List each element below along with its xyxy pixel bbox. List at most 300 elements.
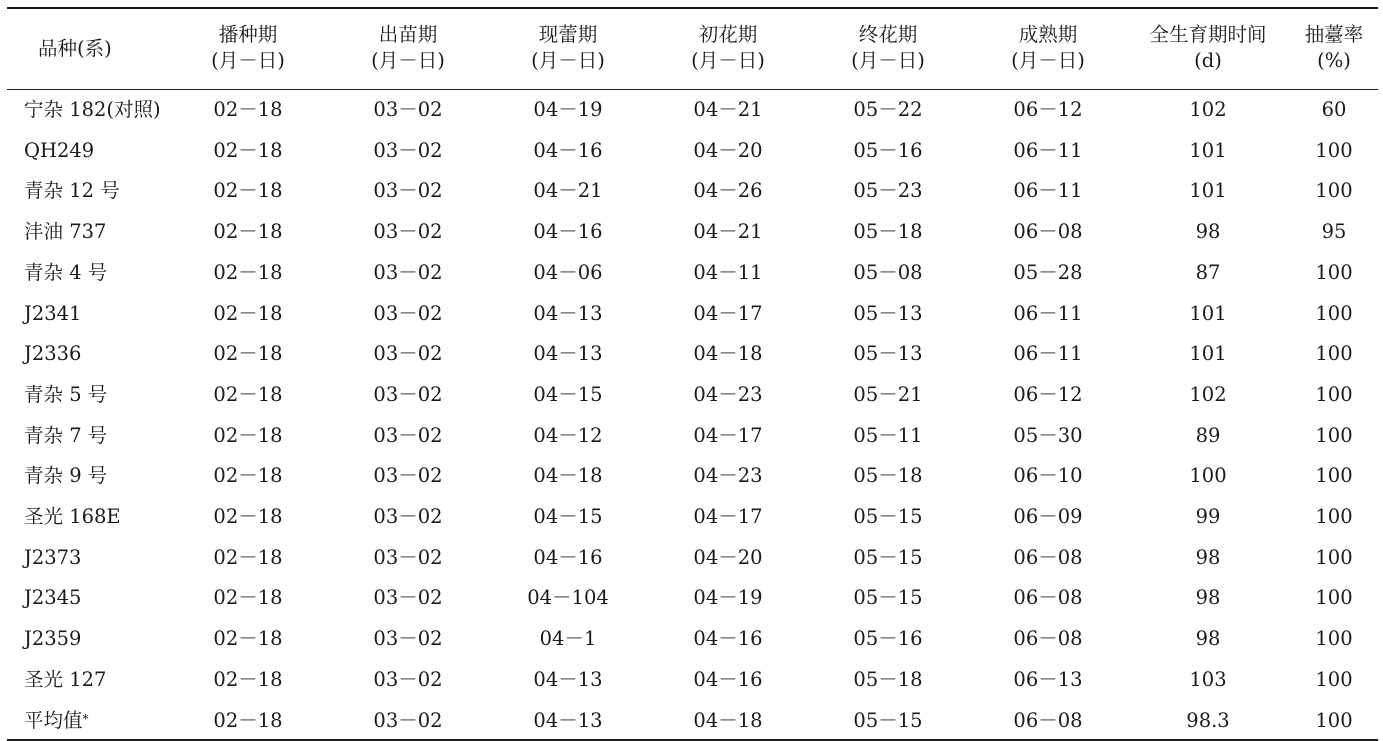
cell-text: 06－08 (1013, 627, 1083, 651)
cell-growth-period (1189, 139, 1226, 163)
cell-text: 06－10 (1013, 464, 1083, 488)
cell-text: 04－17 (693, 301, 763, 325)
cell-text: 02－18 (213, 138, 283, 162)
cell-growth-period (1196, 586, 1221, 610)
cell-text: 03－02 (373, 423, 443, 447)
table-header-rule (7, 89, 1378, 90)
cell-text: J2345 (24, 586, 82, 610)
cell-growth-period (1189, 342, 1226, 366)
cell-text: 03－02 (373, 301, 443, 325)
cell-maturity-date (1013, 709, 1082, 733)
cell-initial-flowering-date (693, 586, 762, 610)
cell-variety (24, 668, 106, 692)
cell-text: 02－18 (213, 301, 283, 325)
cell-sowing-date (213, 709, 282, 733)
cell-text: 04－13 (533, 301, 603, 325)
cell-emergence-date (373, 302, 442, 326)
cell-text: 02－18 (213, 667, 283, 691)
cell-text: 100 (1315, 260, 1353, 284)
cell-sowing-date (213, 261, 282, 285)
header-maturity-date (1011, 22, 1085, 74)
cell-emergence-date (373, 709, 442, 733)
cell-variety (24, 302, 81, 326)
cell-text: 04－11 (693, 260, 763, 284)
cell-text: 03－02 (373, 138, 443, 162)
cell-sowing-date (213, 627, 282, 651)
cell-text: 103 (1189, 667, 1227, 691)
cell-text: 102 (1189, 382, 1227, 406)
cell-final-flowering-date (853, 179, 922, 203)
cell-variety (24, 627, 81, 651)
cell-text: 06－08 (1013, 708, 1083, 732)
cell-text: 04－18 (533, 464, 603, 488)
cell-text: 05－08 (853, 260, 923, 284)
cell-text: 87 (1195, 260, 1221, 284)
cell-text: J2341 (24, 301, 82, 325)
cell-bolting-rate (1315, 342, 1352, 366)
cell-text: 101 (1189, 179, 1227, 203)
cell-initial-flowering-date (693, 261, 762, 285)
cell-text: 100 (1189, 464, 1227, 488)
cell-budding-date (533, 546, 602, 570)
cell-text: 青杂 9 号 (24, 464, 108, 488)
cell-growth-period (1196, 546, 1221, 570)
cell-text: J2359 (24, 627, 82, 651)
cell-final-flowering-date (853, 546, 922, 570)
cell-initial-flowering-date (693, 302, 762, 326)
cell-text: 04－13 (533, 667, 603, 691)
header-label: 全生育期时间 (1149, 23, 1267, 46)
cell-text: 圣光 168E (24, 505, 121, 528)
cell-initial-flowering-date (693, 424, 762, 448)
header-initial-flowering-date (691, 22, 765, 74)
cell-variety (24, 709, 89, 733)
cell-sowing-date (213, 179, 282, 203)
cell-text: 04－20 (693, 138, 763, 162)
cell-variety (24, 546, 81, 570)
cell-text: 100 (1315, 545, 1353, 569)
cell-maturity-date (1013, 302, 1082, 326)
cell-sowing-date (213, 383, 282, 407)
cell-emergence-date (373, 179, 442, 203)
cell-emergence-date (373, 627, 442, 651)
cell-budding-date (533, 709, 602, 733)
cell-maturity-date (1013, 342, 1082, 366)
cell-initial-flowering-date (693, 464, 762, 488)
cell-initial-flowering-date (693, 668, 762, 692)
cell-text: 02－18 (213, 179, 283, 203)
cell-variety (24, 383, 107, 407)
cell-text: 100 (1315, 586, 1353, 610)
cell-maturity-date (1013, 261, 1082, 285)
cell-text: 06－11 (1013, 179, 1083, 203)
cell-final-flowering-date (853, 505, 922, 529)
header-unit: (月－日) (211, 49, 285, 72)
header-unit: (d) (1194, 49, 1222, 72)
cell-text: 05－15 (853, 586, 923, 610)
cell-bolting-rate (1315, 139, 1352, 163)
cell-sowing-date (213, 546, 282, 570)
cell-emergence-date (373, 546, 442, 570)
cell-budding-date (533, 220, 602, 244)
cell-variety (24, 220, 106, 244)
cell-text: 03－02 (373, 586, 443, 610)
cell-text: 05－23 (853, 179, 923, 203)
cell-growth-period (1189, 179, 1226, 203)
cell-variety (24, 464, 107, 488)
cell-bolting-rate (1315, 464, 1352, 488)
cell-text: 02－18 (213, 342, 283, 366)
cell-text: 98 (1195, 220, 1221, 244)
header-label: 成熟期 (1018, 23, 1078, 46)
cell-bolting-rate (1315, 261, 1352, 285)
cell-text: 04－12 (533, 423, 603, 447)
cell-variety (24, 139, 94, 163)
cell-text: 03－02 (373, 260, 443, 284)
cell-initial-flowering-date (693, 342, 762, 366)
cell-text: 02－18 (213, 505, 283, 528)
cell-text: 04－18 (693, 342, 763, 366)
header-variety (38, 36, 112, 62)
cell-maturity-date (1013, 139, 1082, 163)
cell-text: 06－13 (1013, 667, 1083, 691)
cell-text: 02－18 (213, 98, 283, 121)
cell-text: 02－18 (213, 586, 283, 610)
cell-text: 青杂 4 号 (24, 260, 108, 284)
cell-text: 04－16 (533, 545, 603, 569)
cell-text: 04－16 (533, 138, 603, 162)
cell-bolting-rate (1315, 627, 1352, 651)
cell-maturity-date (1013, 505, 1082, 529)
cell-maturity-date (1013, 98, 1082, 122)
cell-sowing-date (213, 464, 282, 488)
cell-text: 05－18 (853, 220, 923, 244)
cell-text: 03－02 (373, 708, 443, 732)
cell-text: 04－19 (693, 586, 763, 610)
cell-text: 04－21 (693, 220, 763, 244)
cell-growth-period (1186, 709, 1229, 733)
cell-initial-flowering-date (693, 627, 762, 651)
cell-bolting-rate (1322, 220, 1347, 244)
cell-budding-date (540, 627, 597, 651)
cell-variety (24, 586, 81, 610)
header-budding-date (531, 22, 605, 74)
cell-bolting-rate (1315, 383, 1352, 407)
cell-budding-date (533, 464, 602, 488)
cell-sowing-date (213, 302, 282, 326)
cell-text: 100 (1315, 138, 1353, 162)
cell-text: 03－02 (373, 505, 443, 528)
cell-final-flowering-date (853, 709, 922, 733)
cell-maturity-date (1013, 546, 1082, 570)
cell-text: 06－11 (1013, 342, 1083, 366)
header-label: 初花期 (698, 23, 758, 46)
cell-emergence-date (373, 505, 442, 529)
cell-text: 98 (1195, 545, 1221, 569)
cell-emergence-date (373, 668, 442, 692)
cell-bolting-rate (1315, 505, 1352, 529)
cell-text: 100 (1315, 301, 1353, 325)
cell-text: 02－18 (213, 545, 283, 569)
cell-text: 02－18 (213, 260, 283, 284)
cell-text: 03－02 (373, 98, 443, 121)
cell-emergence-date (373, 139, 442, 163)
cell-text: 89 (1195, 423, 1221, 447)
cell-bolting-rate (1315, 424, 1352, 448)
cell-growth-period (1189, 98, 1226, 122)
cell-variety (24, 342, 81, 366)
cell-text: 06－11 (1013, 301, 1083, 325)
cell-text: 沣油 737 (24, 220, 107, 244)
cell-text: 03－02 (373, 220, 443, 244)
cell-sowing-date (213, 342, 282, 366)
cell-final-flowering-date (853, 261, 922, 285)
cell-text: 04－19 (533, 98, 603, 121)
cell-text: 06－08 (1013, 220, 1083, 244)
cell-text: 06－12 (1013, 382, 1083, 406)
cell-text: 02－18 (213, 382, 283, 406)
cell-emergence-date (373, 98, 442, 122)
cell-text: 03－02 (373, 545, 443, 569)
cell-variety (24, 98, 161, 122)
header-sowing-date (211, 22, 285, 74)
header-growth-period (1149, 22, 1266, 74)
cell-text: 04－15 (533, 505, 603, 528)
cell-text: 05－11 (853, 423, 923, 447)
cell-text: 04－16 (533, 220, 603, 244)
cell-text: 03－02 (373, 382, 443, 406)
cell-text: 05－16 (853, 138, 923, 162)
header-label: 抽薹率 (1304, 23, 1364, 46)
cell-text: 100 (1315, 505, 1353, 528)
cell-sowing-date (213, 668, 282, 692)
header-label: 播种期 (218, 23, 278, 46)
cell-sowing-date (213, 220, 282, 244)
cell-text: 05－15 (853, 708, 923, 732)
cell-budding-date (533, 302, 602, 326)
cell-text: 102 (1189, 98, 1227, 121)
cell-final-flowering-date (853, 98, 922, 122)
header-label: 终花期 (858, 23, 918, 46)
cell-text: 98.3 (1186, 708, 1230, 732)
cell-text: 04－26 (693, 179, 763, 203)
cell-maturity-date (1013, 220, 1082, 244)
cell-text: 05－15 (853, 545, 923, 569)
cell-text: 02－18 (213, 423, 283, 447)
cell-text: 95 (1321, 220, 1347, 244)
cell-budding-date (533, 505, 602, 529)
cell-initial-flowering-date (693, 220, 762, 244)
cell-initial-flowering-date (693, 98, 762, 122)
cell-text: 60 (1321, 98, 1347, 121)
cell-text: 04－15 (533, 382, 603, 406)
cell-growth-period (1189, 383, 1226, 407)
cell-text: 98 (1195, 627, 1221, 651)
cell-maturity-date (1013, 627, 1082, 651)
cell-emergence-date (373, 220, 442, 244)
cell-text: 04－23 (693, 464, 763, 488)
cell-text: 99 (1195, 505, 1221, 528)
header-emergence-date (371, 22, 445, 74)
header-label: 出苗期 (378, 23, 438, 46)
cell-text: 青杂 5 号 (24, 382, 108, 406)
cell-text: J2336 (24, 342, 82, 366)
cell-final-flowering-date (853, 139, 922, 163)
cell-text: 05－15 (853, 505, 923, 528)
cell-growth-period (1196, 424, 1221, 448)
cell-budding-date (533, 668, 602, 692)
cell-text: 98 (1195, 586, 1221, 610)
cell-final-flowering-date (853, 464, 922, 488)
cell-text: 05－16 (853, 627, 923, 651)
cell-maturity-date (1013, 383, 1082, 407)
cell-initial-flowering-date (693, 179, 762, 203)
header-unit: (月－日) (531, 49, 605, 72)
cell-growth-period (1189, 464, 1226, 488)
cell-text: 04－1 (539, 627, 597, 651)
cell-initial-flowering-date (693, 383, 762, 407)
cell-text: 100 (1315, 627, 1353, 651)
cell-text: 100 (1315, 342, 1353, 366)
cell-text: 04－104 (527, 586, 609, 610)
cell-bolting-rate (1315, 668, 1352, 692)
cell-sowing-date (213, 586, 282, 610)
cell-growth-period (1196, 627, 1221, 651)
cell-initial-flowering-date (693, 139, 762, 163)
cell-text: 圣光 127 (24, 667, 107, 691)
cell-initial-flowering-date (693, 505, 762, 529)
cell-text: 04－18 (693, 708, 763, 732)
cell-text: 101 (1189, 301, 1227, 325)
cell-text: 100 (1315, 708, 1353, 732)
cell-text: 04－20 (693, 545, 763, 569)
cell-text: J2373 (24, 545, 82, 569)
cell-budding-date (533, 424, 602, 448)
cell-text: 05－18 (853, 667, 923, 691)
cell-text: 03－02 (373, 179, 443, 203)
cell-text: 05－30 (1013, 423, 1083, 447)
header-unit: (月－日) (851, 49, 925, 72)
cell-text: 02－18 (213, 708, 283, 732)
cell-text: 06－11 (1013, 138, 1083, 162)
cell-variety (24, 179, 120, 203)
cell-text: 04－23 (693, 382, 763, 406)
cell-text: 青杂 12 号 (24, 179, 120, 203)
cell-growth-period (1189, 668, 1226, 692)
cell-text: 04－17 (693, 505, 763, 528)
cell-final-flowering-date (853, 627, 922, 651)
cell-growth-period (1196, 261, 1221, 285)
cell-initial-flowering-date (693, 546, 762, 570)
cell-text: 100 (1315, 179, 1353, 203)
header-final-flowering-date (851, 22, 925, 74)
cell-text: 05－22 (853, 98, 923, 121)
cell-text: 04－16 (693, 627, 763, 651)
footnote-marker: * (82, 711, 89, 726)
cell-text: 03－02 (373, 464, 443, 488)
cell-final-flowering-date (853, 586, 922, 610)
cell-final-flowering-date (853, 668, 922, 692)
cell-growth-period (1196, 505, 1221, 529)
cell-text: 04－17 (693, 423, 763, 447)
cell-sowing-date (213, 505, 282, 529)
cell-final-flowering-date (853, 220, 922, 244)
cell-emergence-date (373, 586, 442, 610)
cell-bolting-rate (1315, 586, 1352, 610)
cell-emergence-date (373, 261, 442, 285)
cell-budding-date (527, 586, 609, 610)
cell-growth-period (1196, 220, 1221, 244)
cell-final-flowering-date (853, 342, 922, 366)
cell-emergence-date (373, 383, 442, 407)
cell-variety (24, 424, 107, 448)
cell-text: 04－13 (533, 342, 603, 366)
cell-text: 平均值 (24, 708, 83, 732)
cell-text: 100 (1315, 423, 1353, 447)
cell-budding-date (533, 139, 602, 163)
cell-text: 100 (1315, 382, 1353, 406)
header-label: 现蕾期 (538, 23, 598, 46)
cell-text: 04－06 (533, 260, 603, 284)
cell-final-flowering-date (853, 383, 922, 407)
cell-text: 06－09 (1013, 505, 1083, 528)
cell-sowing-date (213, 98, 282, 122)
cell-text: 05－18 (853, 464, 923, 488)
cell-text: 04－21 (693, 98, 763, 121)
cell-final-flowering-date (853, 302, 922, 326)
cell-text: 04－13 (533, 708, 603, 732)
cell-text: 02－18 (213, 220, 283, 244)
cell-text: 02－18 (213, 627, 283, 651)
header-unit: (月－日) (1011, 49, 1085, 72)
cell-text: 05－13 (853, 342, 923, 366)
cell-text: QH249 (24, 138, 95, 162)
cell-variety (24, 261, 107, 285)
cell-emergence-date (373, 424, 442, 448)
cell-text: 06－12 (1013, 98, 1083, 121)
cell-emergence-date (373, 342, 442, 366)
cell-text: 04－16 (693, 667, 763, 691)
cell-text: 03－02 (373, 342, 443, 366)
cell-bolting-rate (1315, 546, 1352, 570)
cell-maturity-date (1013, 464, 1082, 488)
cell-variety (24, 505, 121, 529)
cell-maturity-date (1013, 179, 1082, 203)
header-bolting-rate (1305, 22, 1364, 74)
cell-text: 05－13 (853, 301, 923, 325)
cell-text: 05－28 (1013, 260, 1083, 284)
cell-bolting-rate (1322, 98, 1347, 122)
cell-initial-flowering-date (693, 709, 762, 733)
header-unit: (月－日) (371, 49, 445, 72)
cell-emergence-date (373, 464, 442, 488)
cell-text: 03－02 (373, 627, 443, 651)
cell-bolting-rate (1315, 179, 1352, 203)
cell-final-flowering-date (853, 424, 922, 448)
cell-budding-date (533, 342, 602, 366)
header-unit: (月－日) (691, 49, 765, 72)
cell-text: 宁杂 182(对照) (24, 98, 161, 121)
cell-text: 06－08 (1013, 545, 1083, 569)
cell-bolting-rate (1315, 709, 1352, 733)
cell-text: 04－21 (533, 179, 603, 203)
cell-text: 101 (1189, 138, 1227, 162)
cell-text: 03－02 (373, 667, 443, 691)
cell-text: 05－21 (853, 382, 923, 406)
cell-maturity-date (1013, 586, 1082, 610)
cell-growth-period (1189, 302, 1226, 326)
cell-text: 101 (1189, 342, 1227, 366)
